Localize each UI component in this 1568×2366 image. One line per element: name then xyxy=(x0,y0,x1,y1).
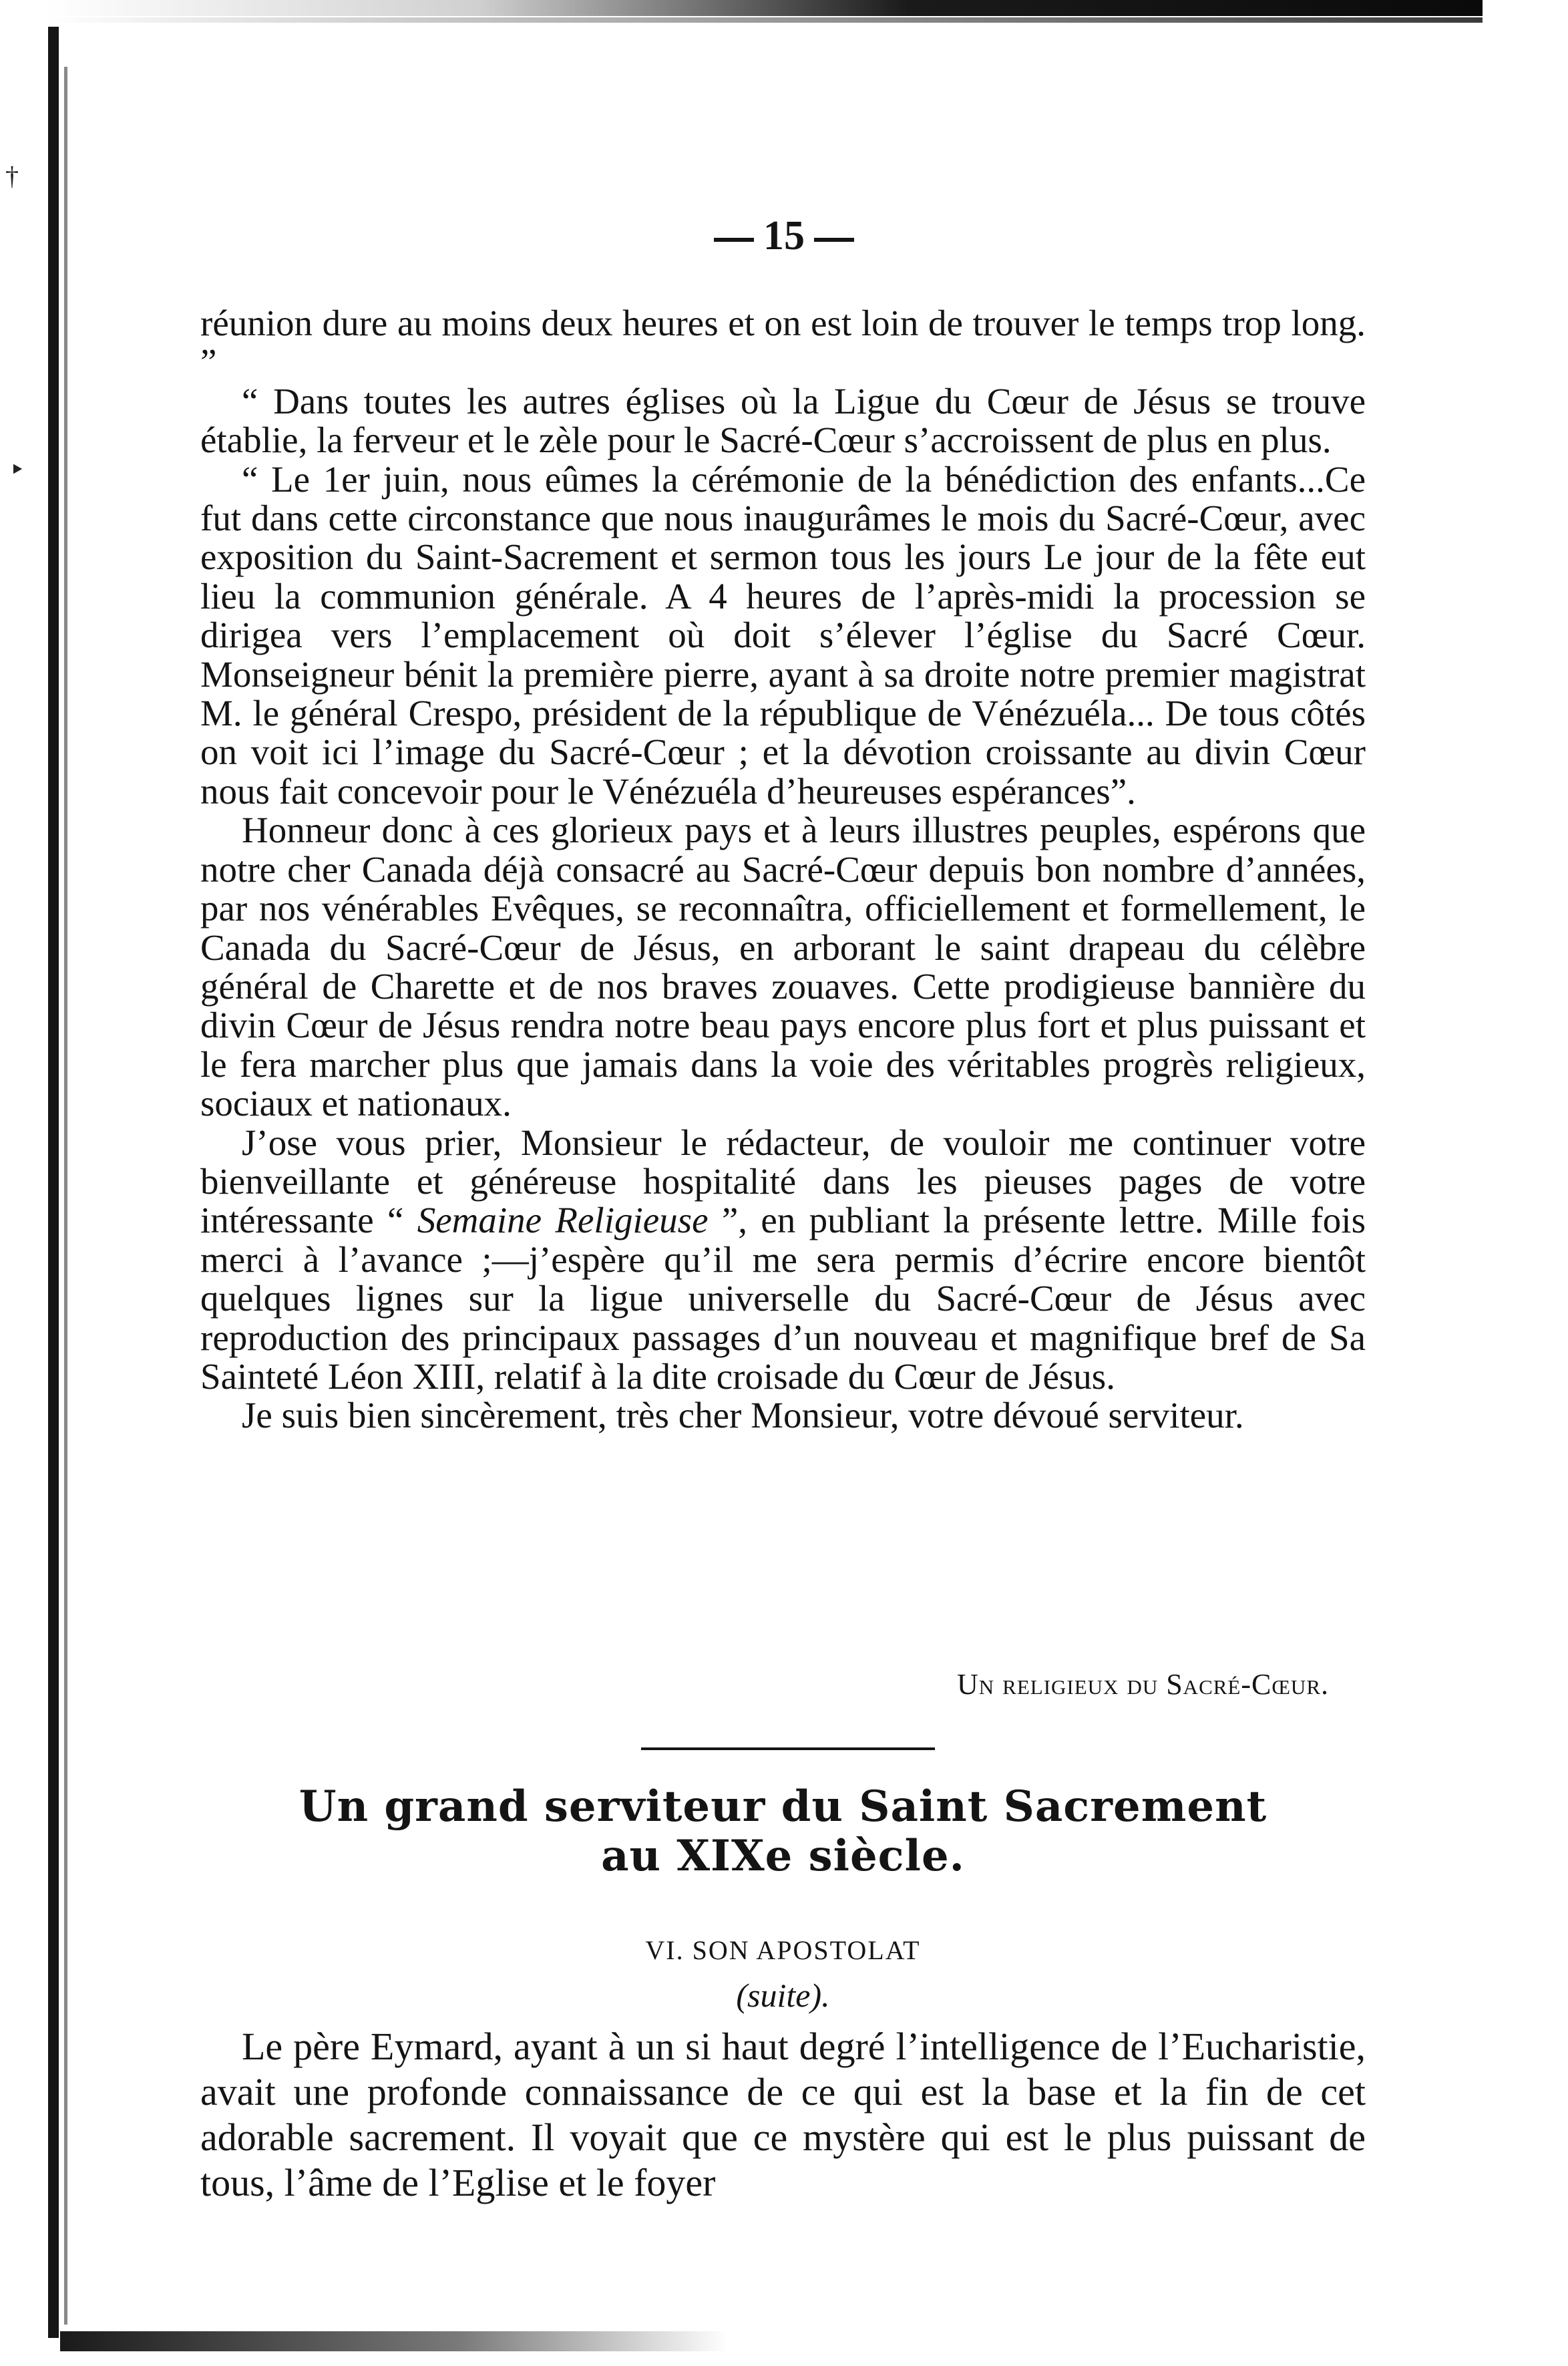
paragraph: réunion dure au moins deux heures et on est loin de trouver le temps trop long. ” xyxy=(200,303,1366,383)
article-title-line2: au XIXe siècle. xyxy=(601,1831,965,1881)
section-note: (suite). xyxy=(736,1977,830,2014)
dash-left xyxy=(714,238,754,242)
article-body xyxy=(200,2024,1366,2206)
paragraph: Honneur donc à ces glorieux pays et à leurs illustres peuples, espérons que notre cher Canada déjà consacré au Sacré-Cœur depuis bon nombre d’années, par nos vénérables Evêques, se reconnaîtra, officiellement et formellement, le Canada du Sacré-Cœur de Jésus, en arborant le saint drapeau du célèbre général de Charette et de nos braves zouaves. Cette prodigieuse bannière du divin Cœur de Jésus rendra notre beau pays encore plus fort et plus puissant et le fera marcher plus que jamais dans la voie des véritables progrès religieux, sociaux et nationaux. xyxy=(200,810,1366,1124)
paragraph: Je suis bien sincèrement, très cher Monsieur, votre dévoué serviteur. xyxy=(242,1395,1244,1436)
signature: Un religieux du Sacré-Cœur. xyxy=(956,1668,1329,1701)
paragraph: “ Le 1er juin, nous eûmes la cérémonie de la bénédiction des enfants...Ce fut dans cette circonstance que nous inaugurâmes le mois du Sacré-Cœur, avec exposition du Saint-Sacrement et sermon tous les jours Le jour de la fête eut lieu la communion générale. A 4 heures de l’après-midi la procession se dirigea vers l’emplacement où doit s’élever l’église du Sacré Cœur. Monseigneur bénit la première pierre, ayant à sa droite notre premier magistrat M. le général Crespo, président de la république de Vénézuéla... De tous côtés on voit ici l’image du Sacré-Cœur ; et la dévotion croissante au divin Cœur nous fait concevoir pour le Vénézuéla d’heureuses espérances”. xyxy=(200,458,1366,812)
paragraph: Le père Eymard, ayant à un si haut degré l’intelligence de l’Eucharistie, avait une profonde connaissance de ce qui est la base et la fin de cet adorable sacrement. Il voyait que ce mystère qui est le plus puissant de tous, l’âme de l’Eglise et le foyer xyxy=(200,2025,1366,2204)
scan-left-border xyxy=(48,27,59,2338)
paragraph-text: ”, en publiant la présente lettre. Mille fois merci à l’avance ;—j’espère qu’il me sera permis d’écrire encore bientôt quelques lignes sur la ligue universelle du Sacré-Cœur de Jésus avec reproduction des principaux passages d’un nouveau et magnifique bref de Sa Sainteté Léon XIII, relatif à la dite croisade du Cœur de Jésus. xyxy=(200,1200,1366,1397)
section-divider xyxy=(641,1747,935,1750)
letter-body xyxy=(200,304,1366,1435)
page-number xyxy=(0,212,1568,260)
scan-top-border xyxy=(47,0,1483,16)
paragraph xyxy=(200,1124,1366,1397)
newspaper-title: Semaine Religieuse xyxy=(417,1200,709,1241)
article-title-line1: Un grand serviteur du Saint Sacrement xyxy=(299,1782,1267,1832)
paragraph: “ Dans toutes les autres églises où la Ligue du Cœur de Jésus se trouve établie, la ferveur et le zèle pour le Sacré-Cœur s’accroissent de plus en plus. xyxy=(200,380,1366,461)
scan-top-border-shadow xyxy=(47,17,1483,23)
scan-mark-icon: ‣ xyxy=(9,455,25,485)
scan-bottom-border xyxy=(60,2331,728,2351)
scan-left-border-shadow xyxy=(64,67,67,2325)
paragraph-text: J’ose vous prier, Monsieur le rédacteur, de vouloir me continuer votre bienveillante et généreuse hospitalité dans les pieuses pages de votre intéressante “ xyxy=(200,1122,1366,1241)
article-title xyxy=(200,1782,1366,1881)
scan-mark-icon: † xyxy=(5,161,19,191)
dash-right xyxy=(814,238,854,242)
page-number-text: 15 xyxy=(763,213,805,259)
section-heading: VI. SON APOSTOLAT xyxy=(645,1935,921,1965)
